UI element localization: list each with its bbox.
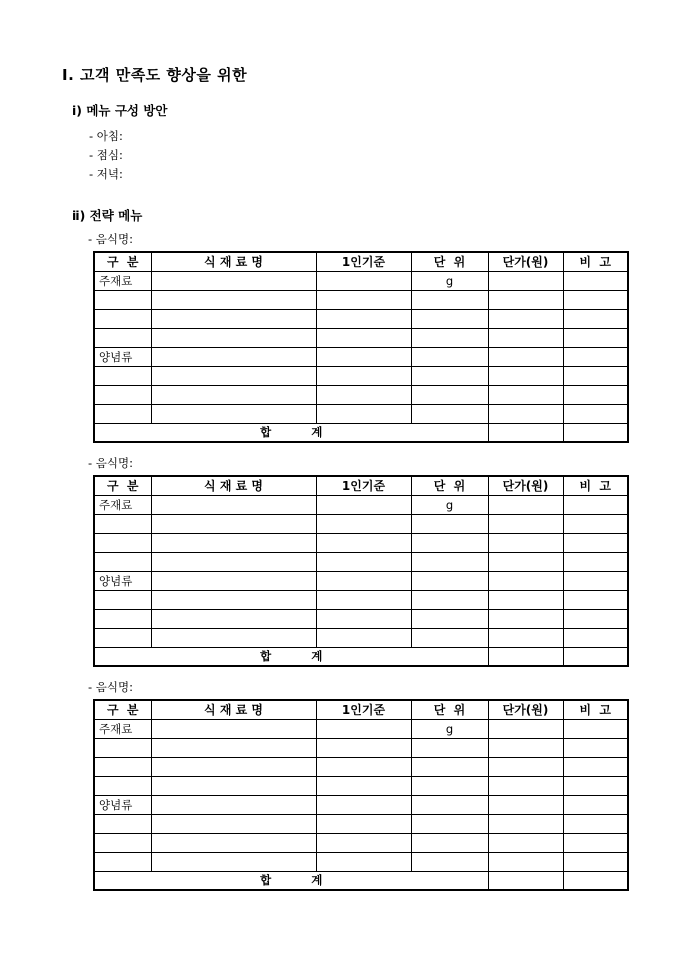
empty-cell xyxy=(563,833,628,852)
menu-item-dinner: - 저녁: xyxy=(89,167,123,181)
empty-cell xyxy=(316,833,411,852)
empty-cell xyxy=(94,852,151,871)
empty-cell xyxy=(563,609,628,628)
empty-cell xyxy=(563,776,628,795)
col-header-ingredient-name: 식 재 료 명 xyxy=(151,476,316,495)
empty-cell xyxy=(316,628,411,647)
empty-cell xyxy=(151,385,316,404)
empty-cell xyxy=(488,571,563,590)
empty-cell xyxy=(563,757,628,776)
table-header-row xyxy=(94,252,628,271)
col-header-unit: 단 위 xyxy=(411,700,488,719)
empty-cell xyxy=(411,366,488,385)
empty-cell xyxy=(316,757,411,776)
empty-row xyxy=(94,590,628,609)
empty-cell xyxy=(411,833,488,852)
food-block-2 xyxy=(88,456,630,667)
empty-cell xyxy=(411,514,488,533)
empty-cell xyxy=(563,514,628,533)
col-header-category: 구 분 xyxy=(94,252,151,271)
empty-cell xyxy=(151,552,316,571)
empty-cell xyxy=(563,628,628,647)
empty-cell xyxy=(488,404,563,423)
empty-cell xyxy=(411,404,488,423)
menu-section-heading: ⅰ) 메뉴 구성 방안 xyxy=(72,103,168,118)
empty-cell xyxy=(94,776,151,795)
empty-cell xyxy=(316,347,411,366)
empty-cell xyxy=(563,347,628,366)
empty-row xyxy=(94,533,628,552)
empty-cell xyxy=(488,309,563,328)
table-header-row xyxy=(94,476,628,495)
empty-cell xyxy=(316,776,411,795)
total-label-cell: 합 계 xyxy=(94,647,488,666)
col-header-ingredient-name: 식 재 료 명 xyxy=(151,252,316,271)
empty-cell xyxy=(94,738,151,757)
total-label-cell: 합 계 xyxy=(94,871,488,890)
empty-cell xyxy=(411,795,488,814)
empty-cell xyxy=(411,347,488,366)
ingredient-table xyxy=(93,475,629,667)
ingredient-table xyxy=(93,251,629,443)
main-ingredient-row xyxy=(94,271,628,290)
empty-cell xyxy=(411,628,488,647)
empty-row xyxy=(94,833,628,852)
empty-cell xyxy=(488,871,563,890)
seasoning-row xyxy=(94,347,628,366)
empty-cell xyxy=(488,647,563,666)
empty-cell xyxy=(488,609,563,628)
col-header-ingredient-name: 식 재 료 명 xyxy=(151,700,316,719)
empty-cell xyxy=(316,609,411,628)
empty-cell xyxy=(151,347,316,366)
empty-cell xyxy=(563,871,628,890)
main-ingredient-label-cell: 주재료 xyxy=(94,719,151,738)
empty-cell xyxy=(94,609,151,628)
empty-cell xyxy=(488,776,563,795)
empty-cell xyxy=(563,852,628,871)
empty-cell xyxy=(563,404,628,423)
empty-row xyxy=(94,328,628,347)
empty-cell xyxy=(151,628,316,647)
empty-cell xyxy=(411,385,488,404)
empty-cell xyxy=(94,814,151,833)
empty-cell xyxy=(151,309,316,328)
empty-cell xyxy=(316,514,411,533)
empty-cell xyxy=(316,590,411,609)
total-label-cell: 합 계 xyxy=(94,423,488,442)
menu-list xyxy=(89,127,630,184)
empty-cell xyxy=(563,814,628,833)
empty-cell xyxy=(488,271,563,290)
col-header-unit: 단 위 xyxy=(411,476,488,495)
document-title: Ⅰ. 고객 만족도 향상을 위한 xyxy=(62,66,248,84)
total-row xyxy=(94,871,628,890)
empty-row xyxy=(94,290,628,309)
empty-cell xyxy=(151,328,316,347)
ingredient-table-slot-3 xyxy=(88,699,630,891)
empty-cell xyxy=(316,852,411,871)
empty-row xyxy=(94,514,628,533)
empty-cell xyxy=(563,309,628,328)
empty-cell xyxy=(488,814,563,833)
col-header-category: 구 분 xyxy=(94,700,151,719)
empty-cell xyxy=(411,552,488,571)
empty-cell xyxy=(94,514,151,533)
empty-cell xyxy=(94,757,151,776)
empty-row xyxy=(94,366,628,385)
food-block-3 xyxy=(88,680,630,891)
empty-cell xyxy=(316,290,411,309)
empty-cell xyxy=(488,552,563,571)
seasoning-row xyxy=(94,795,628,814)
empty-cell xyxy=(563,495,628,514)
empty-row xyxy=(94,552,628,571)
food-name-label-1: - 음식명: xyxy=(88,232,134,246)
empty-cell xyxy=(151,514,316,533)
strategy-section-heading: ⅱ) 전략 메뉴 xyxy=(72,208,143,223)
food-block-1 xyxy=(88,232,630,443)
empty-cell xyxy=(94,552,151,571)
empty-cell xyxy=(488,290,563,309)
empty-cell xyxy=(151,738,316,757)
empty-cell xyxy=(488,852,563,871)
empty-cell xyxy=(563,719,628,738)
empty-cell xyxy=(316,366,411,385)
col-header-category: 구 분 xyxy=(94,476,151,495)
col-header-per-person: 1인기준 xyxy=(316,700,411,719)
empty-cell xyxy=(411,776,488,795)
empty-row xyxy=(94,309,628,328)
empty-cell xyxy=(151,571,316,590)
empty-cell xyxy=(488,590,563,609)
empty-cell xyxy=(316,271,411,290)
empty-cell xyxy=(151,495,316,514)
empty-cell xyxy=(488,366,563,385)
empty-cell xyxy=(316,309,411,328)
empty-row xyxy=(94,628,628,647)
empty-cell xyxy=(563,366,628,385)
col-header-note: 비 고 xyxy=(563,252,628,271)
empty-cell xyxy=(151,271,316,290)
empty-cell xyxy=(94,404,151,423)
empty-cell xyxy=(488,385,563,404)
empty-cell xyxy=(488,757,563,776)
empty-cell xyxy=(151,757,316,776)
col-header-unit-price: 단가(원) xyxy=(488,700,563,719)
empty-row xyxy=(94,609,628,628)
empty-cell xyxy=(411,814,488,833)
empty-cell xyxy=(94,385,151,404)
total-row xyxy=(94,647,628,666)
ingredient-table xyxy=(93,699,629,891)
menu-section xyxy=(62,101,630,184)
unit-value-cell: g xyxy=(411,271,488,290)
empty-cell xyxy=(151,814,316,833)
empty-cell xyxy=(94,309,151,328)
empty-cell xyxy=(563,552,628,571)
empty-cell xyxy=(316,719,411,738)
empty-cell xyxy=(411,328,488,347)
empty-cell xyxy=(316,738,411,757)
ingredient-table-slot-2 xyxy=(88,475,630,667)
empty-cell xyxy=(151,290,316,309)
empty-cell xyxy=(94,366,151,385)
empty-cell xyxy=(94,833,151,852)
empty-cell xyxy=(563,533,628,552)
empty-cell xyxy=(151,590,316,609)
empty-cell xyxy=(411,757,488,776)
seasoning-row xyxy=(94,571,628,590)
col-header-per-person: 1인기준 xyxy=(316,252,411,271)
seasoning-label-cell: 양념류 xyxy=(94,347,151,366)
ingredient-table-slot-1 xyxy=(88,251,630,443)
empty-cell xyxy=(151,366,316,385)
empty-cell xyxy=(488,738,563,757)
empty-cell xyxy=(411,290,488,309)
empty-cell xyxy=(563,328,628,347)
empty-cell xyxy=(411,738,488,757)
empty-cell xyxy=(316,571,411,590)
empty-row xyxy=(94,385,628,404)
empty-cell xyxy=(488,833,563,852)
empty-cell xyxy=(151,533,316,552)
main-ingredient-row xyxy=(94,719,628,738)
empty-cell xyxy=(151,852,316,871)
seasoning-label-cell: 양념류 xyxy=(94,571,151,590)
empty-cell xyxy=(563,590,628,609)
empty-cell xyxy=(563,423,628,442)
col-header-unit: 단 위 xyxy=(411,252,488,271)
empty-cell xyxy=(94,328,151,347)
empty-row xyxy=(94,757,628,776)
empty-cell xyxy=(488,628,563,647)
col-header-note: 비 고 xyxy=(563,476,628,495)
strategy-section xyxy=(62,206,630,891)
empty-cell xyxy=(94,290,151,309)
empty-cell xyxy=(411,571,488,590)
col-header-note: 비 고 xyxy=(563,700,628,719)
empty-cell xyxy=(488,719,563,738)
empty-cell xyxy=(151,833,316,852)
main-ingredient-label-cell: 주재료 xyxy=(94,271,151,290)
col-header-per-person: 1인기준 xyxy=(316,476,411,495)
empty-cell xyxy=(316,795,411,814)
main-ingredient-label-cell: 주재료 xyxy=(94,495,151,514)
menu-item-breakfast: - 아침: xyxy=(89,129,123,143)
table-header-row xyxy=(94,700,628,719)
empty-cell xyxy=(563,795,628,814)
empty-cell xyxy=(411,590,488,609)
empty-cell xyxy=(316,495,411,514)
empty-cell xyxy=(411,609,488,628)
empty-cell xyxy=(94,533,151,552)
empty-cell xyxy=(151,776,316,795)
empty-cell xyxy=(488,533,563,552)
empty-row xyxy=(94,738,628,757)
empty-cell xyxy=(316,385,411,404)
empty-cell xyxy=(411,533,488,552)
empty-cell xyxy=(151,719,316,738)
empty-cell xyxy=(488,795,563,814)
unit-value-cell: g xyxy=(411,495,488,514)
empty-cell xyxy=(563,290,628,309)
empty-cell xyxy=(151,609,316,628)
empty-cell xyxy=(94,590,151,609)
empty-cell xyxy=(563,571,628,590)
empty-row xyxy=(94,776,628,795)
empty-cell xyxy=(151,404,316,423)
empty-cell xyxy=(411,852,488,871)
empty-cell xyxy=(411,309,488,328)
empty-cell xyxy=(488,514,563,533)
empty-cell xyxy=(563,385,628,404)
empty-row xyxy=(94,852,628,871)
col-header-unit-price: 단가(원) xyxy=(488,252,563,271)
empty-cell xyxy=(488,495,563,514)
empty-row xyxy=(94,404,628,423)
seasoning-label-cell: 양념류 xyxy=(94,795,151,814)
empty-cell xyxy=(488,423,563,442)
empty-cell xyxy=(94,628,151,647)
empty-cell xyxy=(488,328,563,347)
unit-value-cell: g xyxy=(411,719,488,738)
empty-cell xyxy=(563,271,628,290)
empty-cell xyxy=(316,814,411,833)
main-ingredient-row xyxy=(94,495,628,514)
empty-cell xyxy=(316,552,411,571)
food-name-label-2: - 음식명: xyxy=(88,456,134,470)
empty-cell xyxy=(563,738,628,757)
empty-cell xyxy=(488,347,563,366)
total-row xyxy=(94,423,628,442)
empty-cell xyxy=(151,795,316,814)
col-header-unit-price: 단가(원) xyxy=(488,476,563,495)
food-name-label-3: - 음식명: xyxy=(88,680,134,694)
empty-cell xyxy=(563,647,628,666)
menu-item-lunch: - 점심: xyxy=(89,148,123,162)
empty-row xyxy=(94,814,628,833)
empty-cell xyxy=(316,328,411,347)
empty-cell xyxy=(316,404,411,423)
empty-cell xyxy=(316,533,411,552)
